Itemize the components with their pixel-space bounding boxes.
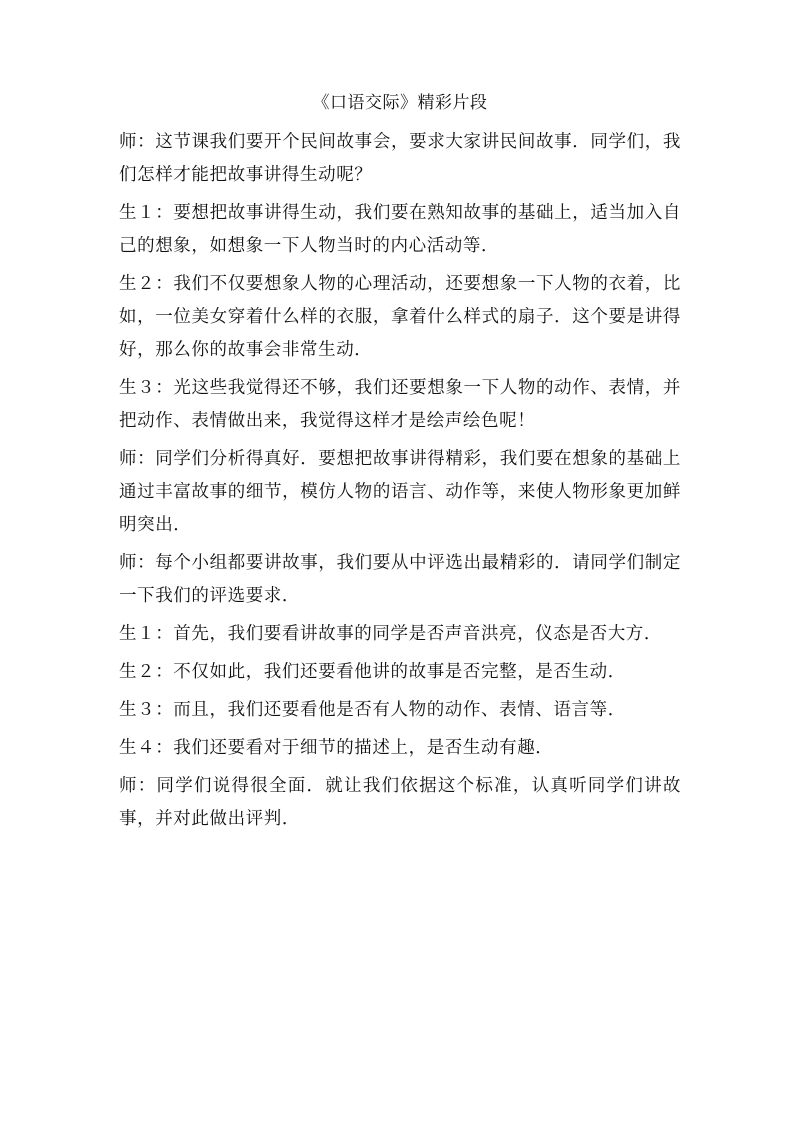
dialogue-paragraph-7: 生１：首先，我们要看讲故事的同学是否声音洪亮，仪态是否大方． <box>119 624 662 644</box>
document-title: 《口语交际》精彩片段 <box>312 93 488 113</box>
dialogue-paragraph-11: 师：同学们说得很全面．就让我们依据这个标准，认真听同学们讲故事，并对此做出评判． <box>119 776 681 829</box>
dialogue-paragraph-9: 生３：而且，我们还要看他是否有人物的动作、表情、语言等． <box>119 700 626 720</box>
document-page <box>119 92 681 841</box>
dialogue-paragraph-4: 生３：光这些我觉得还不够，我们还要想象一下人物的动作、表情，并把动作、表情做出来，我觉得这样才是绘声绘色呢！ <box>119 378 681 431</box>
dialogue-paragraph-3: 生２：我们不仅要想象人物的心理活动，还要想象一下人物的衣着，比如，一位美女穿着什么样的衣服，拿着什么样式的扇子．这个要是讲得好，那么你的故事会非常生动． <box>119 274 681 360</box>
dialogue-paragraph-8: 生２：不仅如此，我们还要看他讲的故事是否完整，是否生动． <box>119 662 626 682</box>
dialogue-paragraph-6: 师：每个小组都要讲故事，我们要从中评选出最精彩的．请同学们制定一下我们的评选要求． <box>119 553 681 606</box>
dialogue-paragraph-5: 师：同学们分析得真好．要想把故事讲得精彩，我们要在想象的基础上通过丰富故事的细节，模仿人物的语言、动作等，来使人物形象更加鲜明突出． <box>119 449 681 535</box>
dialogue-paragraph-10: 生４：我们还要看对于细节的描述上，是否生动有趣． <box>119 738 554 758</box>
dialogue-paragraph-1: 师：这节课我们要开个民间故事会，要求大家讲民间故事．同学们，我们怎样才能把故事讲得生动呢？ <box>119 132 681 185</box>
dialogue-paragraph-2: 生１：要想把故事讲得生动，我们要在熟知故事的基础上，适当加入自己的想象，如想象一下人物当时的内心活动等． <box>119 203 681 256</box>
